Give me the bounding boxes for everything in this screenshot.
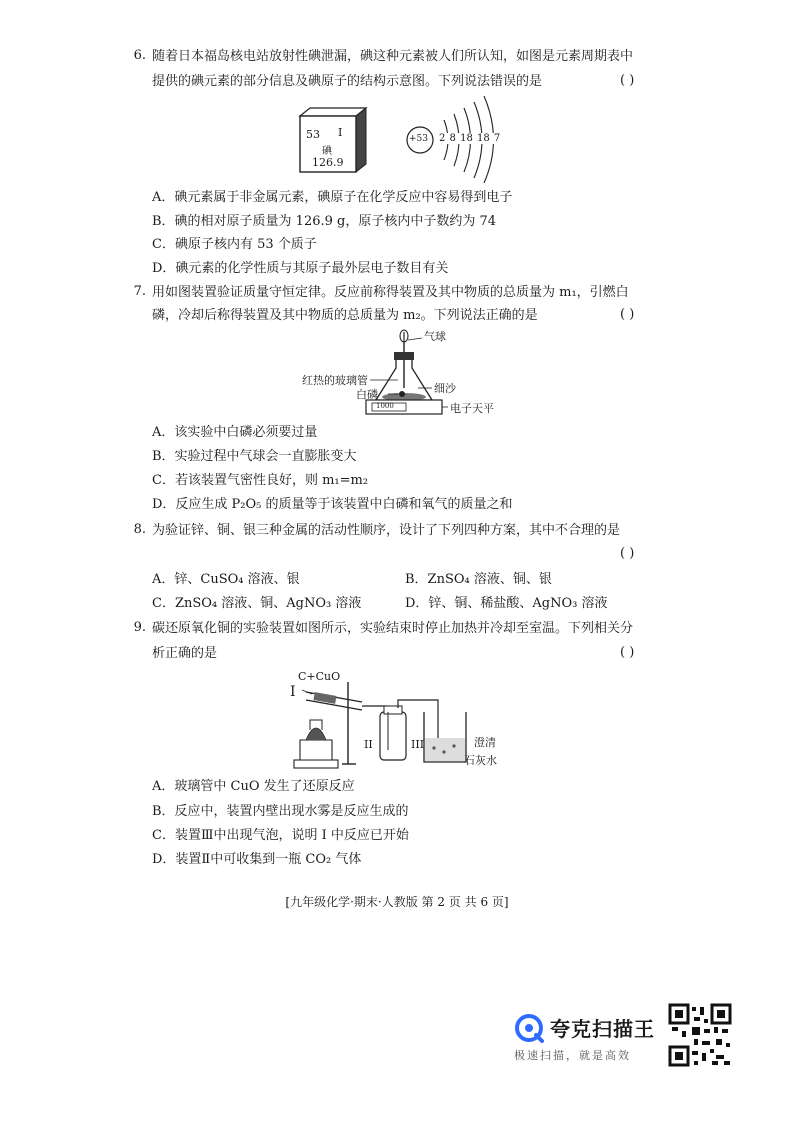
option-c: C．ZnSO₄ 溶液、铜、AgNO₃ 溶液 [152,596,362,611]
scanner-watermark [512,1003,736,1067]
element-symbol: I [338,126,343,139]
option-c: C．装置Ⅲ中出现气泡，说明 I 中反应已开始 [152,828,409,843]
mass-conservation-figure [298,328,508,418]
option-c: C．碘原子核内有 53 个质子 [152,237,317,252]
answer-bracket: ( ) [620,307,635,322]
sand-label: 细沙 [434,382,456,395]
answer-bracket: ( ) [620,73,635,88]
option-d: D．碘元素的化学性质与其原子最外层电子数目有关 [152,261,449,276]
question-text-line-2: 磷，冷却后称得装置及其中物质的总质量为 m₂。下列说法正确的是 [152,308,538,323]
question-text-line-2: 提供的碘元素的部分信息及碘原子的结构示意图。下列说法错误的是 [152,74,543,89]
question-number: 6. [133,48,146,63]
option-d: D．反应生成 P₂O₅ 的质量等于该装置中白磷和氧气的质量之和 [152,497,513,512]
device-2-label: II [364,738,373,751]
glass-tube-label: 红热的玻璃管 [302,374,368,387]
option-c: C．若该装置气密性良好，则 m₁=m₂ [152,473,369,488]
option-a: A．碘元素属于非金属元素，碘原子在化学反应中容易得到电子 [152,190,513,205]
question-number: 8. [133,522,146,537]
atomic-number: 53 [306,128,320,141]
question-text-line-2: 析正确的是 [152,646,218,661]
periodic-cell-figure [296,104,368,176]
question-text-line-1: 用如图装置验证质量守恒定律。反应前称得装置及其中物质的总质量为 m₁，引燃白 [152,285,629,300]
option-a: A．锌、CuSO₄ 溶液、银 [152,572,300,587]
limewater-label-line-2: 石灰水 [464,754,497,767]
page-footer: [九年级化学·期末·人教版 第 2 页 共 6 页] [285,895,509,909]
qr-code-icon [668,1003,732,1067]
nucleus-charge: +53 [409,134,428,144]
option-b: B．碘的相对原子质量为 126.9 g，原子核内中子数约为 74 [152,214,497,229]
option-d: D．装置Ⅱ中可收集到一瓶 CO₂ 气体 [152,852,362,867]
phosphorus-label: 白磷 [356,388,378,401]
carbon-reduction-figure [284,668,514,772]
option-b: B．反应中，装置内壁出现水雾是反应生成的 [152,804,409,819]
answer-bracket: ( ) [620,546,635,561]
scanner-logo-icon [514,1013,544,1043]
question-text-line-1: 随着日本福岛核电站放射性碘泄漏，碘这种元素被人们所认知，如图是元素周期表中 [152,49,634,64]
reactants-label: C+CuO [298,670,341,683]
element-name: 碘 [322,146,332,157]
scanner-slogan: 极速扫描，就是高效 [514,1049,631,1062]
device-3-label: III [411,738,425,751]
option-b: B．实验过程中气球会一直膨胀变大 [152,449,357,464]
answer-bracket: ( ) [620,645,635,660]
atomic-mass: 126.9 [312,156,344,169]
option-a: A．玻璃管中 CuO 发生了还原反应 [152,779,355,794]
balloon-label: 气球 [424,330,446,343]
shell-electron-counts: 2 8 18 18 7 [439,133,501,144]
option-a: A．该实验中白磷必须要过量 [152,425,318,440]
question-text-line-1: 碳还原氧化铜的实验装置如图所示，实验结束时停止加热并冷却至室温。下列相关分 [152,621,634,636]
option-d: D．锌、铜、稀盐酸、AgNO₃ 溶液 [405,596,608,611]
balance-display: 1000 [376,402,394,410]
option-b: B．ZnSO₄ 溶液、铜、银 [405,572,552,587]
atom-structure-figure [402,92,506,184]
question-number: 9. [133,620,146,635]
question-text-line-1: 为验证锌、铜、银三种金属的活动性顺序，设计了下列四种方案，其中不合理的是 [152,523,621,538]
scanner-brand-name: 夸克扫描王 [550,1017,655,1041]
device-1-label: I [290,684,296,700]
balance-label: 电子天平 [450,402,494,415]
question-number: 7. [133,284,146,299]
limewater-label-line-1: 澄清 [474,736,496,749]
